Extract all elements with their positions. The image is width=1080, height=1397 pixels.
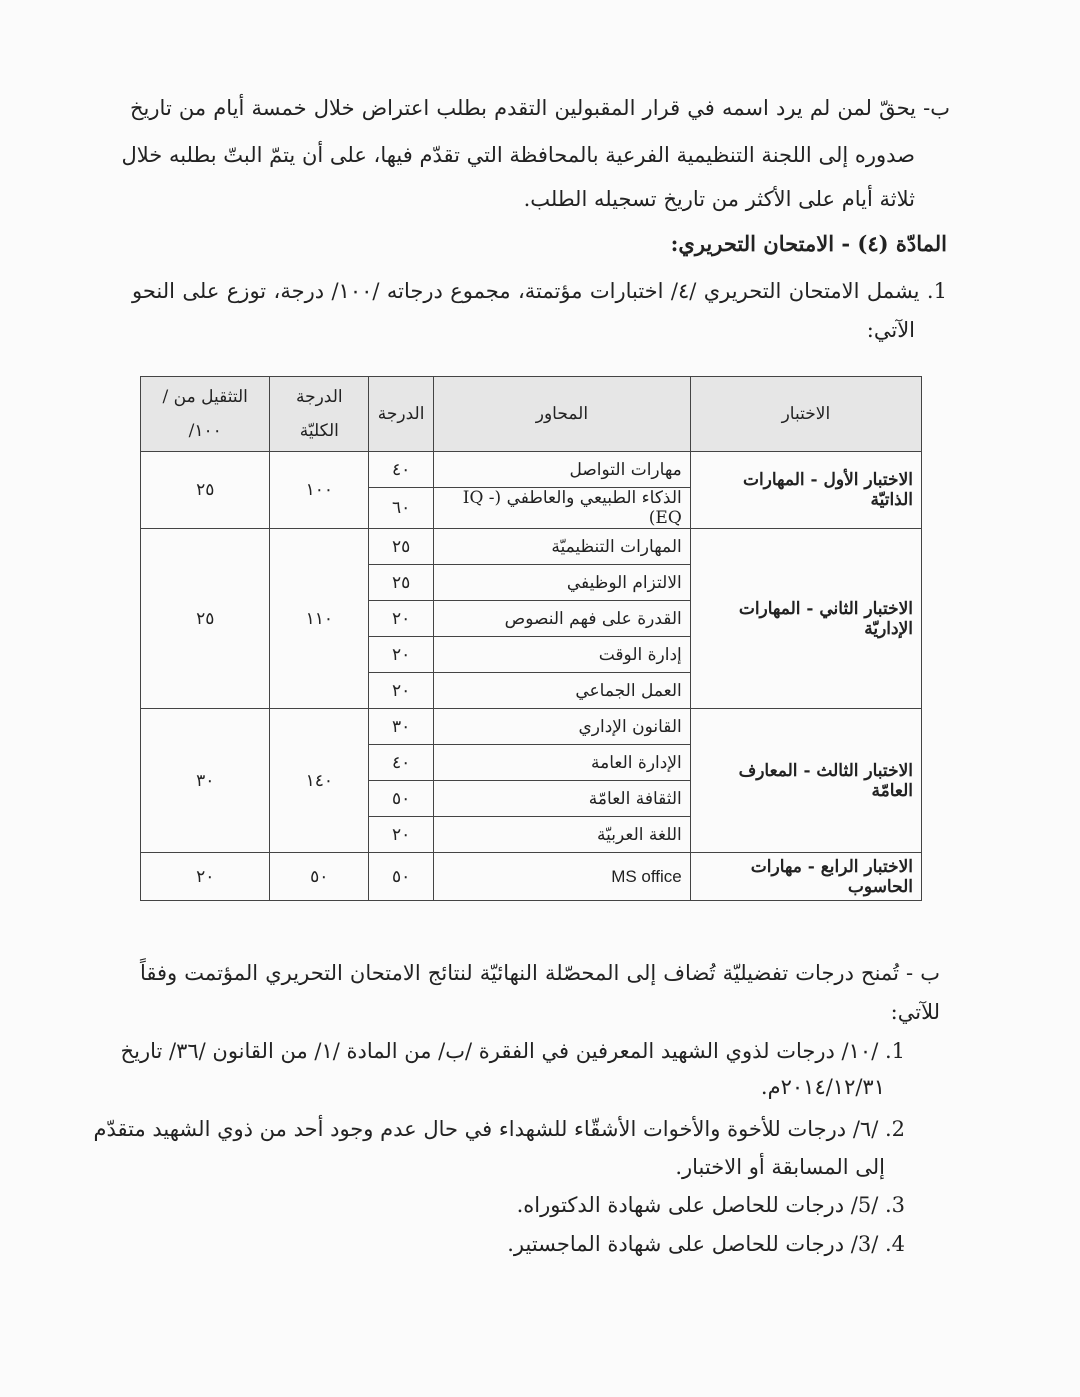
- axis-grade: ٢٥: [369, 565, 434, 601]
- exam-weight: ٢٠: [141, 853, 270, 901]
- axis-grade: ٦٠: [369, 488, 434, 529]
- paragraph-b-line-1: ب- يحقّ لمن لم يرد اسمه في قرار المقبولين التقدم بطلب اعتراض خلال خمسة أيام من تاريخ: [130, 96, 950, 120]
- exam-weight: ٢٥: [141, 452, 270, 529]
- list-item-2-line-2: إلى المسابقة أو الاختبار.: [675, 1155, 885, 1179]
- axis-grade: ٢٠: [369, 673, 434, 709]
- axis-grade: ٤٠: [369, 745, 434, 781]
- item-1-line-2: الآتي:: [866, 318, 915, 342]
- axis-name: القانون الإداري: [434, 709, 691, 745]
- axis-name: الثقافة العامّة: [434, 781, 691, 817]
- axis-name: الالتزام الوظيفي: [434, 565, 691, 601]
- axis-name: العمل الجماعي: [434, 673, 691, 709]
- paragraph-b-line-2: صدوره إلى اللجنة التنظيمية الفرعية بالمحافظة التي تقدّم فيها، على أن يتمّ البتّ بطلبه خلال: [121, 143, 915, 167]
- axis-grade: ٥٠: [369, 853, 434, 901]
- table-header-row: [141, 377, 922, 452]
- list-item-3: 3. /5/ درجات للحاصل على شهادة الدكتوراه.: [516, 1193, 905, 1217]
- exam-total: ١٤٠: [270, 709, 369, 853]
- axis-grade: ٣٠: [369, 709, 434, 745]
- axis-name: المهارات التنظيميّة: [434, 529, 691, 565]
- axis-name: الذكاء الطبيعي والعاطفي (IQ - EQ): [434, 488, 691, 529]
- axis-name: الإدارة العامة: [434, 745, 691, 781]
- list-item-2-line-1: 2. /٦/ درجات للأخوة والأخوات الأشقّاء للشهداء في حال عدم وجود أحد من ذوي الشهيد متقدّم: [93, 1117, 905, 1141]
- header-total: الدرجة الكليّة: [270, 377, 369, 452]
- paragraph-b-line-3: ثلاثة أيام على الأكثر من تاريخ تسجيله الطلب.: [523, 187, 915, 211]
- axis-grade: ٥٠: [369, 781, 434, 817]
- paragraph-b2-line-2: للآتي:: [890, 1000, 940, 1024]
- axis-grade: ٤٠: [369, 452, 434, 488]
- exam-name: الاختبار الرابع - مهارات الحاسوب: [690, 853, 921, 901]
- item-1-line-1: 1. يشمل الامتحان التحريري /٤/ اختبارات مؤتمتة، مجموع درجاته /١٠٠/ درجة، توزع على النحو: [132, 279, 947, 303]
- paragraph-b2-line-1: ب - تُمنح درجات تفضيليّة تُضاف إلى المحصّلة النهائيّة لنتائج الامتحان التحريري المؤتمت وفقاً: [140, 961, 940, 985]
- table-row: [141, 853, 922, 901]
- article-heading: المادّة (٤) - الامتحان التحريري:: [670, 231, 947, 256]
- axis-grade: ٢٠: [369, 601, 434, 637]
- exam-total: ١٠٠: [270, 452, 369, 529]
- axis-name: القدرة على فهم النصوص: [434, 601, 691, 637]
- exam-grades-table: [140, 376, 922, 901]
- header-grade: الدرجة: [369, 377, 434, 452]
- axis-name: إدارة الوقت: [434, 637, 691, 673]
- table-row: [141, 709, 922, 745]
- exam-total: ١١٠: [270, 529, 369, 709]
- axis-name: MS office: [434, 853, 691, 901]
- list-item-1-line-1: 1. /١٠/ درجات لذوي الشهيد المعرفين في الفقرة /ب/ من المادة /١/ من القانون /٣٦/ تاريخ: [120, 1039, 905, 1063]
- header-axes: المحاور: [434, 377, 691, 452]
- exam-name: الاختبار الثاني - المهارات الإداريّة: [690, 529, 921, 709]
- exam-weight: ٣٠: [141, 709, 270, 853]
- list-item-4: 4. /3/ درجات للحاصل على شهادة الماجستير.: [507, 1232, 905, 1256]
- header-exam: الاختبار: [690, 377, 921, 452]
- exam-weight: ٢٥: [141, 529, 270, 709]
- exam-name: الاختبار الأول - المهارات الذاتيّة: [690, 452, 921, 529]
- axis-grade: ٢٥: [369, 529, 434, 565]
- table-row: [141, 529, 922, 565]
- list-item-1-line-2: ٢٠١٤/١٢/٣١م.: [760, 1075, 885, 1099]
- table-row: [141, 452, 922, 488]
- axis-grade: ٢٠: [369, 817, 434, 853]
- axis-name: مهارات التواصل: [434, 452, 691, 488]
- exam-total: ٥٠: [270, 853, 369, 901]
- axis-name: اللغة العربيّة: [434, 817, 691, 853]
- exam-name: الاختبار الثالث - المعارف العامّة: [690, 709, 921, 853]
- axis-grade: ٢٠: [369, 637, 434, 673]
- header-weight: التثقيل من /١٠٠/: [141, 377, 270, 452]
